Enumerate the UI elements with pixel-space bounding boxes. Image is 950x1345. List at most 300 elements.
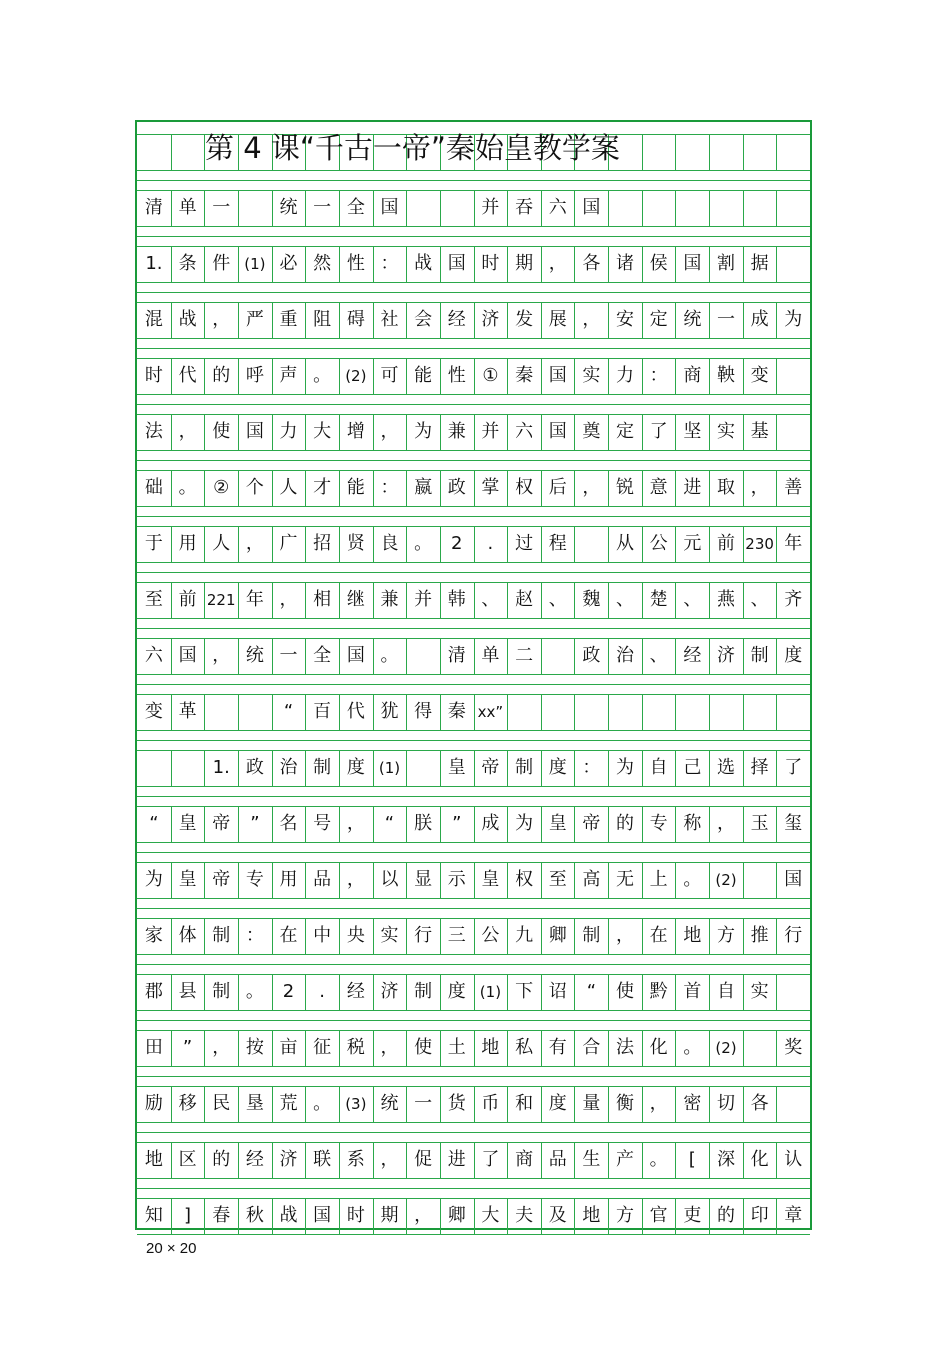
grid-cell: 安 bbox=[616, 309, 635, 330]
grid-cell: 混 bbox=[144, 309, 163, 330]
grid-cell: 示 bbox=[447, 869, 466, 890]
grid-cell: 至 bbox=[144, 589, 163, 610]
grid-cell bbox=[574, 526, 608, 562]
grid-cell: 玺 bbox=[784, 813, 803, 834]
grid-cell: 六 bbox=[144, 645, 163, 666]
grid-cell: 央 bbox=[346, 925, 365, 946]
grid-line bbox=[137, 730, 810, 731]
grid-cell: 战 bbox=[178, 309, 197, 330]
grid-cell: 方 bbox=[616, 1205, 635, 1226]
grid-cell: 可 bbox=[380, 365, 399, 386]
grid-cell: 定 bbox=[616, 421, 635, 442]
grid-line bbox=[137, 674, 810, 675]
grid-cell: 春 bbox=[212, 1205, 231, 1226]
grid-cell: 各 bbox=[582, 253, 601, 274]
grid-cell: 2 bbox=[282, 981, 295, 1002]
grid-cell: 燕 bbox=[716, 589, 735, 610]
grid-line bbox=[137, 1066, 810, 1067]
grid-cell bbox=[743, 190, 777, 226]
grid-cell: 商 bbox=[515, 1149, 534, 1170]
grid-cell: 皇 bbox=[178, 813, 197, 834]
grid-cell: 九 bbox=[515, 925, 534, 946]
grid-cell: 称 bbox=[683, 813, 702, 834]
grid-cell: 、 bbox=[548, 589, 567, 610]
grid-cell: 战 bbox=[279, 1205, 298, 1226]
grid-cell: 认 bbox=[784, 1149, 803, 1170]
grid-cell bbox=[541, 694, 575, 730]
grid-cell: 性 bbox=[447, 365, 466, 386]
grid-cell: 方 bbox=[716, 925, 735, 946]
grid-cell: 、 bbox=[649, 645, 668, 666]
grid-line bbox=[743, 134, 744, 170]
grid-cell: 。 bbox=[414, 533, 433, 554]
grid-cell bbox=[776, 358, 810, 394]
grid-cell: (1) bbox=[479, 982, 502, 1001]
grid-cell: 币 bbox=[481, 1093, 500, 1114]
grid-cell: 为 bbox=[515, 813, 534, 834]
grid-cell: 官 bbox=[649, 1205, 668, 1226]
grid-cell: 力 bbox=[279, 421, 298, 442]
grid-cell: 民 bbox=[212, 1093, 231, 1114]
grid-line bbox=[137, 1010, 810, 1011]
grid-line bbox=[137, 852, 810, 853]
grid-cell: 进 bbox=[447, 1149, 466, 1170]
grid-cell bbox=[776, 246, 810, 282]
grid-cell: 品 bbox=[313, 869, 332, 890]
grid-cell: 国 bbox=[245, 421, 264, 442]
grid-cell: 公 bbox=[649, 533, 668, 554]
grid-cell: 行 bbox=[414, 925, 433, 946]
grid-cell: ] bbox=[184, 1205, 192, 1226]
grid-cell: 至 bbox=[548, 869, 567, 890]
grid-cell bbox=[406, 638, 440, 674]
grid-cell: 声 bbox=[279, 365, 298, 386]
grid-cell: 时 bbox=[144, 365, 163, 386]
grid-cell bbox=[776, 694, 810, 730]
grid-cell: 的 bbox=[616, 813, 635, 834]
grid-cell: [ bbox=[688, 1149, 696, 1170]
grid-cell: 掌 bbox=[481, 477, 500, 498]
grid-cell: ② bbox=[213, 477, 230, 498]
grid-cell bbox=[406, 190, 440, 226]
grid-cell: 济 bbox=[481, 309, 500, 330]
grid-cell: 社 bbox=[380, 309, 399, 330]
grid-cell: 广 bbox=[279, 533, 298, 554]
grid-cell bbox=[440, 190, 474, 226]
grid-cell: 度 bbox=[447, 981, 466, 1002]
grid-cell: 性 bbox=[346, 253, 365, 274]
grid-cell: . bbox=[487, 533, 494, 554]
grid-cell: 期 bbox=[515, 253, 534, 274]
grid-cell: 有 bbox=[548, 1037, 567, 1058]
grid-line bbox=[137, 1178, 810, 1179]
grid-cell: 国 bbox=[784, 869, 803, 890]
grid-cell: 重 bbox=[279, 309, 298, 330]
grid-cell: 税 bbox=[346, 1037, 365, 1058]
grid-cell: 征 bbox=[313, 1037, 332, 1058]
grid-line bbox=[709, 134, 710, 170]
grid-line bbox=[137, 394, 810, 395]
grid-cell: 吞 bbox=[515, 197, 534, 218]
grid-cell: 诸 bbox=[616, 253, 635, 274]
grid-cell bbox=[238, 694, 272, 730]
grid-cell: 统 bbox=[380, 1093, 399, 1114]
grid-cell: 化 bbox=[649, 1037, 668, 1058]
grid-cell: 自 bbox=[716, 981, 735, 1002]
grid-cell: 诏 bbox=[548, 981, 567, 1002]
grid-cell: 战 bbox=[414, 253, 433, 274]
grid-cell: 上 bbox=[649, 869, 668, 890]
grid-cell: 土 bbox=[447, 1037, 466, 1058]
grid-cell: 政 bbox=[447, 477, 466, 498]
grid-cell: 齐 bbox=[784, 589, 803, 610]
grid-cell: 期 bbox=[380, 1205, 399, 1226]
grid-cell: 卿 bbox=[447, 1205, 466, 1226]
grid-cell: 单 bbox=[178, 197, 197, 218]
grid-cell: 名 bbox=[279, 813, 298, 834]
grid-cell: 为 bbox=[144, 869, 163, 890]
grid-cell: 百 bbox=[313, 701, 332, 722]
grid-cell: 成 bbox=[750, 309, 769, 330]
grid-cell: 联 bbox=[313, 1149, 332, 1170]
grid-cell: 度 bbox=[548, 757, 567, 778]
grid-cell: 区 bbox=[178, 1149, 197, 1170]
grid-cell: 地 bbox=[683, 925, 702, 946]
grid-line bbox=[642, 134, 643, 170]
grid-cell: 衡 bbox=[616, 1093, 635, 1114]
grid-cell: 移 bbox=[178, 1093, 197, 1114]
grid-cell: 度 bbox=[784, 645, 803, 666]
grid-cell: 国 bbox=[346, 645, 365, 666]
grid-cell: ， bbox=[212, 645, 231, 666]
grid-cell: 亩 bbox=[279, 1037, 298, 1058]
grid-cell: 货 bbox=[447, 1093, 466, 1114]
grid-cell: 玉 bbox=[750, 813, 769, 834]
grid-cell: 品 bbox=[548, 1149, 567, 1170]
grid-cell: 国 bbox=[313, 1205, 332, 1226]
grid-cell bbox=[776, 414, 810, 450]
grid-cell: 国 bbox=[582, 197, 601, 218]
grid-cell: 统 bbox=[683, 309, 702, 330]
grid-cell: 锐 bbox=[616, 477, 635, 498]
grid-cell: 国 bbox=[380, 197, 399, 218]
grid-cell: 化 bbox=[750, 1149, 769, 1170]
grid-cell: 为 bbox=[784, 309, 803, 330]
grid-cell: (1) bbox=[378, 758, 401, 777]
grid-cell: 实 bbox=[750, 981, 769, 1002]
grid-cell: 发 bbox=[515, 309, 534, 330]
grid-cell: 于 bbox=[144, 533, 163, 554]
grid-cell: 经 bbox=[346, 981, 365, 1002]
grid-cell: “ bbox=[283, 701, 294, 722]
grid-cell: 进 bbox=[683, 477, 702, 498]
grid-cell bbox=[541, 638, 575, 674]
grid-cell: 和 bbox=[515, 1093, 534, 1114]
grid-cell: 使 bbox=[212, 421, 231, 442]
grid-cell: 无 bbox=[616, 869, 635, 890]
grid-cell: 成 bbox=[481, 813, 500, 834]
grid-cell: 治 bbox=[279, 757, 298, 778]
grid-cell: ， bbox=[346, 813, 365, 834]
grid-cell: 人 bbox=[279, 477, 298, 498]
grid-cell: (2) bbox=[345, 366, 367, 385]
grid-cell: 择 bbox=[750, 757, 769, 778]
grid-line bbox=[137, 404, 810, 405]
grid-cell: 切 bbox=[716, 1093, 735, 1114]
grid-cell: 意 bbox=[649, 477, 668, 498]
grid-cell: 并 bbox=[481, 421, 500, 442]
grid-cell: 础 bbox=[144, 477, 163, 498]
grid-cell: 国 bbox=[683, 253, 702, 274]
grid-cell: 地 bbox=[582, 1205, 601, 1226]
grid-line bbox=[137, 236, 810, 237]
grid-cell: 帝 bbox=[481, 757, 500, 778]
grid-line bbox=[137, 348, 810, 349]
grid-cell: 了 bbox=[481, 1149, 500, 1170]
grid-cell: ， bbox=[582, 309, 601, 330]
grid-cell: 。 bbox=[313, 365, 332, 386]
grid-cell: xx” bbox=[477, 702, 504, 721]
grid-cell: 中 bbox=[313, 925, 332, 946]
grid-size-label: 20 × 20 bbox=[146, 1240, 197, 1257]
grid-cell: 实 bbox=[582, 365, 601, 386]
grid-cell bbox=[743, 1030, 777, 1066]
grid-cell: 夫 bbox=[515, 1205, 534, 1226]
grid-line bbox=[137, 460, 810, 461]
grid-line bbox=[137, 572, 810, 573]
grid-cell bbox=[709, 190, 743, 226]
grid-cell: 相 bbox=[313, 589, 332, 610]
grid-cell: 制 bbox=[212, 925, 231, 946]
grid-cell: ， bbox=[346, 869, 365, 890]
grid-cell: 前 bbox=[716, 533, 735, 554]
grid-cell: 济 bbox=[380, 981, 399, 1002]
grid-cell: 的 bbox=[212, 365, 231, 386]
grid-cell: “ bbox=[149, 813, 159, 834]
grid-cell bbox=[776, 190, 810, 226]
grid-cell: 法 bbox=[144, 421, 163, 442]
grid-cell: 必 bbox=[279, 253, 298, 274]
grid-cell: 帝 bbox=[582, 813, 601, 834]
grid-cell: 商 bbox=[683, 365, 702, 386]
grid-cell: 生 bbox=[582, 1149, 601, 1170]
grid-cell bbox=[642, 190, 676, 226]
grid-cell: 1. bbox=[212, 757, 230, 778]
grid-cell bbox=[204, 694, 238, 730]
grid-cell: 赵 bbox=[515, 589, 534, 610]
grid-cell: 从 bbox=[616, 533, 635, 554]
grid-cell: 卿 bbox=[548, 925, 567, 946]
grid-cell: 侯 bbox=[649, 253, 668, 274]
grid-cell: 号 bbox=[313, 813, 332, 834]
grid-cell: 己 bbox=[683, 757, 702, 778]
grid-cell bbox=[608, 694, 642, 730]
grid-line bbox=[137, 1020, 810, 1021]
grid-cell: 推 bbox=[750, 925, 769, 946]
grid-cell: 产 bbox=[616, 1149, 635, 1170]
grid-cell: ， bbox=[245, 533, 264, 554]
grid-cell: 并 bbox=[414, 589, 433, 610]
grid-line bbox=[137, 516, 810, 517]
grid-line bbox=[137, 1234, 810, 1235]
grid-cell: . bbox=[319, 981, 326, 1002]
grid-cell: 过 bbox=[515, 533, 534, 554]
grid-cell: 魏 bbox=[582, 589, 601, 610]
grid-cell: 地 bbox=[144, 1149, 163, 1170]
grid-cell: 荒 bbox=[279, 1093, 298, 1114]
grid-cell: 法 bbox=[616, 1037, 635, 1058]
grid-cell: 公 bbox=[481, 925, 500, 946]
grid-cell: ， bbox=[212, 309, 231, 330]
grid-cell: 奠 bbox=[582, 421, 601, 442]
grid-line bbox=[137, 954, 810, 955]
grid-cell: 坚 bbox=[683, 421, 702, 442]
grid-cell: 221 bbox=[206, 590, 236, 609]
grid-cell: 在 bbox=[649, 925, 668, 946]
grid-cell: ， bbox=[616, 925, 635, 946]
grid-cell: 件 bbox=[212, 253, 231, 274]
grid-cell: 地 bbox=[481, 1037, 500, 1058]
grid-cell: 人 bbox=[212, 533, 231, 554]
grid-cell: ， bbox=[212, 1037, 231, 1058]
grid-line bbox=[137, 450, 810, 451]
grid-cell bbox=[776, 974, 810, 1010]
grid-cell: 。 bbox=[683, 869, 702, 890]
grid-cell: 二 bbox=[515, 645, 534, 666]
grid-cell: 垦 bbox=[245, 1093, 264, 1114]
grid-cell: 各 bbox=[750, 1093, 769, 1114]
grid-cell: (2) bbox=[715, 1038, 737, 1057]
grid-cell: (1) bbox=[244, 254, 266, 273]
grid-cell: 帝 bbox=[212, 869, 231, 890]
grid-cell: 代 bbox=[178, 365, 197, 386]
grid-cell: ” bbox=[452, 813, 462, 834]
grid-cell: 专 bbox=[245, 869, 264, 890]
grid-cell: 皇 bbox=[481, 869, 500, 890]
grid-cell bbox=[776, 1086, 810, 1122]
grid-cell: 私 bbox=[515, 1037, 534, 1058]
grid-cell: 、 bbox=[616, 589, 635, 610]
grid-cell: 阻 bbox=[313, 309, 332, 330]
grid-cell: 增 bbox=[346, 421, 365, 442]
grid-cell: 大 bbox=[313, 421, 332, 442]
grid-cell: 变 bbox=[144, 701, 163, 722]
grid-cell: 帝 bbox=[212, 813, 231, 834]
grid-cell: 全 bbox=[346, 197, 365, 218]
grid-cell: 代 bbox=[346, 701, 365, 722]
grid-cell: 政 bbox=[245, 757, 264, 778]
grid-line bbox=[137, 338, 810, 339]
grid-cell: 善 bbox=[784, 477, 803, 498]
grid-cell: 并 bbox=[481, 197, 500, 218]
grid-cell bbox=[574, 694, 608, 730]
grid-cell: 取 bbox=[716, 477, 735, 498]
grid-cell: 能 bbox=[346, 477, 365, 498]
grid-cell: ” bbox=[250, 813, 260, 834]
grid-line bbox=[137, 506, 810, 507]
grid-cell: 一 bbox=[716, 309, 735, 330]
grid-cell: 国 bbox=[447, 253, 466, 274]
grid-cell: 、 bbox=[481, 589, 500, 610]
grid-cell: 实 bbox=[716, 421, 735, 442]
grid-cell: 高 bbox=[582, 869, 601, 890]
grid-cell: 自 bbox=[649, 757, 668, 778]
grid-cell bbox=[238, 190, 272, 226]
grid-cell: 统 bbox=[279, 197, 298, 218]
grid-line bbox=[137, 842, 810, 843]
grid-cell: 统 bbox=[245, 645, 264, 666]
grid-cell: 知 bbox=[144, 1205, 163, 1226]
grid-cell: 1. bbox=[145, 253, 163, 274]
grid-cell: 的 bbox=[716, 1205, 735, 1226]
grid-cell: 会 bbox=[414, 309, 433, 330]
grid-line bbox=[137, 562, 810, 563]
grid-cell: 时 bbox=[481, 253, 500, 274]
grid-cell: 深 bbox=[716, 1149, 735, 1170]
grid-cell: 变 bbox=[750, 365, 769, 386]
grid-cell: 一 bbox=[313, 197, 332, 218]
grid-cell: ， bbox=[548, 253, 567, 274]
grid-cell: 招 bbox=[313, 533, 332, 554]
grid-cell: 。 bbox=[380, 645, 399, 666]
grid-cell: ， bbox=[279, 589, 298, 610]
grid-cell: 清 bbox=[144, 197, 163, 218]
grid-cell: 皇 bbox=[548, 813, 567, 834]
grid-line bbox=[137, 796, 810, 797]
grid-cell: ① bbox=[482, 365, 499, 386]
grid-cell: 及 bbox=[548, 1205, 567, 1226]
grid-cell: 度 bbox=[548, 1093, 567, 1114]
grid-line bbox=[137, 226, 810, 227]
grid-cell: 秦 bbox=[447, 701, 466, 722]
grid-cell: 兼 bbox=[447, 421, 466, 442]
grid-cell: 的 bbox=[212, 1149, 231, 1170]
grid-cell: 经 bbox=[245, 1149, 264, 1170]
grid-cell: 合 bbox=[582, 1037, 601, 1058]
grid-cell: 然 bbox=[313, 253, 332, 274]
grid-cell: 实 bbox=[380, 925, 399, 946]
grid-cell: 犹 bbox=[380, 701, 399, 722]
grid-cell: 力 bbox=[616, 365, 635, 386]
grid-cell: 专 bbox=[649, 813, 668, 834]
grid-cell: 密 bbox=[683, 1093, 702, 1114]
grid-cell: 秦 bbox=[515, 365, 534, 386]
grid-cell: 单 bbox=[481, 645, 500, 666]
grid-cell: ， bbox=[380, 1149, 399, 1170]
grid-cell: 。 bbox=[649, 1149, 668, 1170]
grid-cell: 。 bbox=[245, 981, 264, 1002]
grid-cell: 在 bbox=[279, 925, 298, 946]
grid-cell: 为 bbox=[616, 757, 635, 778]
grid-cell: 政 bbox=[582, 645, 601, 666]
grid-cell bbox=[743, 694, 777, 730]
grid-cell: ： bbox=[245, 925, 264, 946]
grid-cell: ， bbox=[582, 477, 601, 498]
grid-cell: 体 bbox=[178, 925, 197, 946]
grid-cell: 继 bbox=[346, 589, 365, 610]
grid-cell: ， bbox=[716, 813, 735, 834]
page-title: 第 4 课“千古一帝”秦始皇教学案 bbox=[205, 131, 620, 165]
grid-cell: ， bbox=[750, 477, 769, 498]
grid-cell: 系 bbox=[346, 1149, 365, 1170]
grid-cell: 三 bbox=[447, 925, 466, 946]
grid-cell: 用 bbox=[279, 869, 298, 890]
grid-cell: 经 bbox=[683, 645, 702, 666]
grid-cell: 励 bbox=[144, 1093, 163, 1114]
grid-cell bbox=[743, 862, 777, 898]
grid-cell: 年 bbox=[784, 533, 803, 554]
grid-cell: 吏 bbox=[683, 1205, 702, 1226]
